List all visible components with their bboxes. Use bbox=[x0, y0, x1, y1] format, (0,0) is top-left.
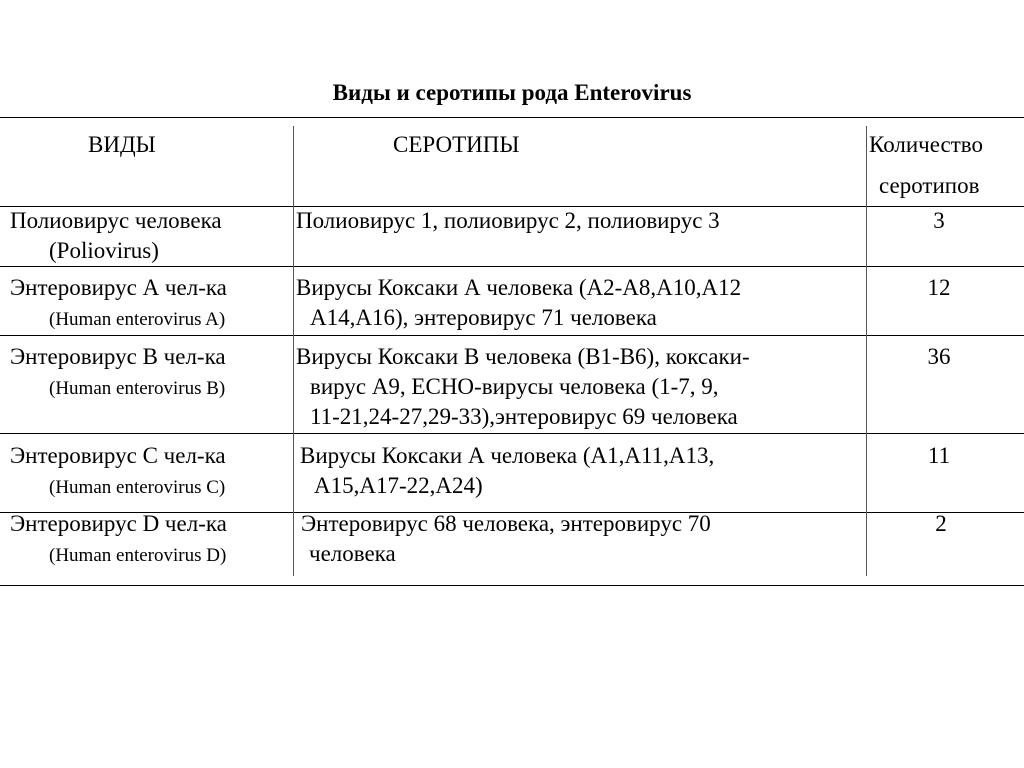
species-name: Энтеровирус D чел-ка bbox=[10, 511, 227, 536]
serotypes-text: Энтеровирус 68 человека, энтеровирус 70 bbox=[301, 511, 711, 536]
page-title: Виды и серотипы рода Enterovirus bbox=[332, 80, 692, 105]
table-top-border bbox=[0, 117, 1024, 118]
serotypes-text: Вирусы Коксаки А человека (А1,А11,А13, bbox=[300, 443, 715, 468]
row-divider bbox=[0, 266, 1024, 267]
serotypes-text: Полиовирус 1, полиовирус 2, полиовирус 3 bbox=[296, 208, 720, 233]
serotype-count: 11 bbox=[927, 443, 951, 468]
serotypes-text: вирус А9, ЕСНО-вирусы человека (1-7, 9, bbox=[310, 374, 719, 399]
species-latin: (Poliovirus) bbox=[49, 238, 159, 263]
serotype-count: 3 bbox=[933, 208, 945, 233]
header-serotypes: СЕРОТИПЫ bbox=[393, 132, 520, 157]
species-latin: (Human enterovirus D) bbox=[49, 545, 227, 566]
header-count-line1: Количество bbox=[869, 132, 983, 157]
species-latin: (Human enterovirus C) bbox=[49, 477, 226, 498]
serotypes-text: Вирусы Коксаки А человека (А2-А8,А10,А12 bbox=[296, 275, 742, 300]
serotypes-text: А15,А17-22,А24) bbox=[314, 473, 483, 498]
serotypes-text: 11-21,24-27,29-33),энтеровирус 69 человека bbox=[310, 404, 738, 429]
serotypes-text: человека bbox=[309, 541, 396, 566]
species-name: Энтеровирус С чел-ка bbox=[10, 443, 226, 468]
serotypes-text: Вирусы Коксаки В человека (В1-В6), коксаки- bbox=[296, 344, 750, 369]
header-count-line2: серотипов bbox=[879, 173, 980, 198]
row-divider bbox=[0, 433, 1024, 434]
row-divider bbox=[0, 335, 1024, 336]
serotype-count: 36 bbox=[927, 344, 951, 369]
species-name: Энтеровирус В чел-ка bbox=[10, 344, 226, 369]
column-divider bbox=[293, 126, 294, 576]
header-species: ВИДЫ bbox=[88, 132, 156, 157]
species-name: Полиовирус человека bbox=[10, 208, 222, 233]
species-name: Энтеровирус А чел-ка bbox=[10, 275, 227, 300]
serotype-count: 2 bbox=[935, 511, 947, 536]
species-latin: (Human enterovirus B) bbox=[49, 378, 226, 399]
serotypes-text: А14,А16), энтеровирус 71 человека bbox=[310, 305, 657, 330]
serotype-count: 12 bbox=[927, 275, 951, 300]
species-latin: (Human enterovirus A) bbox=[49, 309, 226, 330]
table-bottom-border bbox=[0, 585, 1024, 586]
